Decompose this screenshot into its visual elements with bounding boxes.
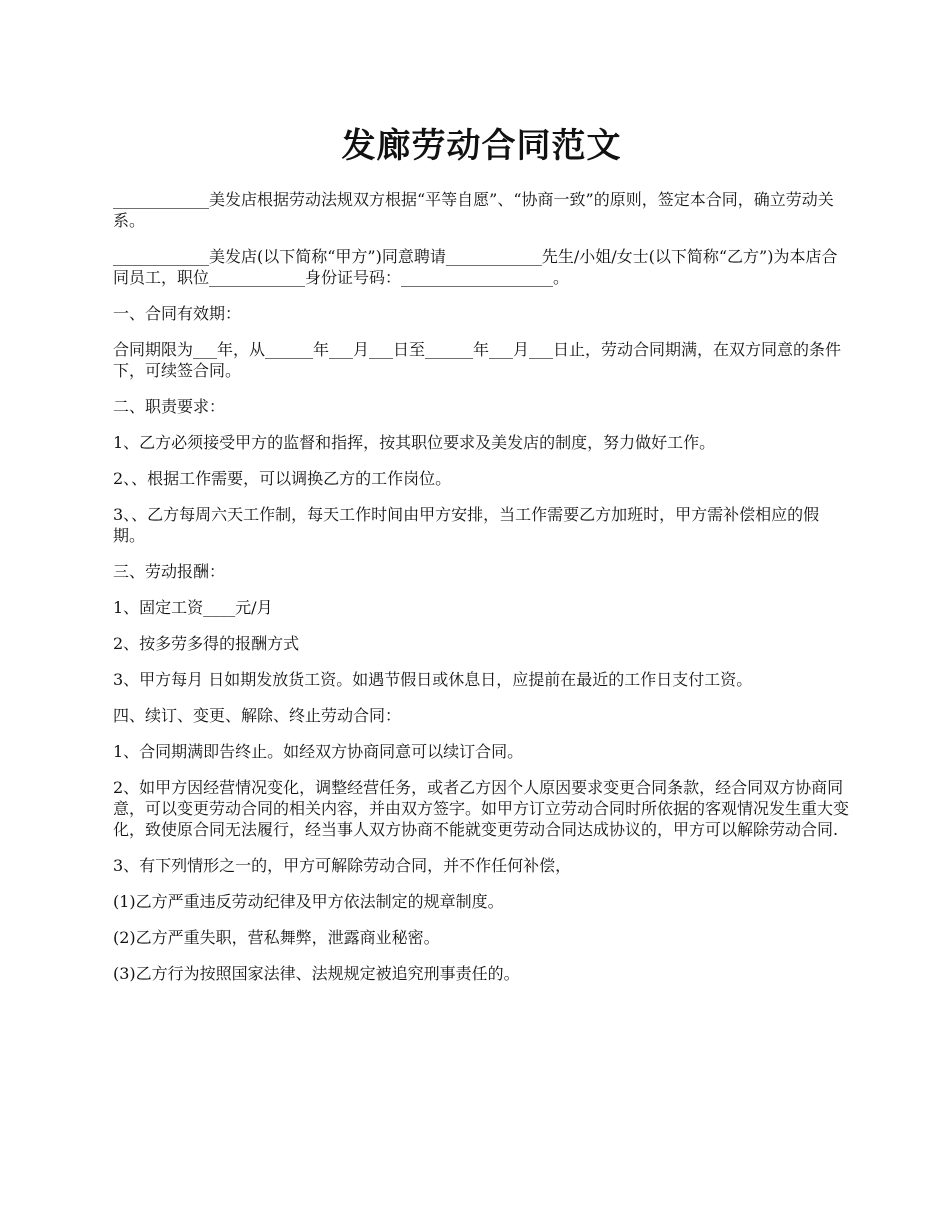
document-body	[113, 189, 850, 984]
parties-paragraph: ____________美发店(以下简称“甲方”)同意聘请____________先生/小姐/女士(以下简称“乙方”)为本店合同员工，职位____________身份证号码：___________________。	[113, 247, 838, 287]
duties-item-3: 3、、乙方每周六天工作制，每天工作时间由甲方安排，当工作需要乙方加班时，甲方需补偿相应的假期。	[113, 505, 820, 545]
changes-item-3: 3、有下列情形之一的，甲方可解除劳动合同，并不作任何补偿，	[113, 856, 572, 875]
termination-case-1: (1)乙方严重违反劳动纪律及甲方依法制定的规章制度。	[113, 892, 504, 911]
document-title: 发廊劳动合同范文	[341, 126, 622, 166]
changes-item-1: 1、合同期满即告终止。如经双方协商同意可以续订合同。	[113, 742, 524, 761]
pay-item-1: 1、固定工资____元/月	[113, 598, 273, 617]
duties-item-2: 2、、根据工作需要，可以调换乙方的工作岗位。	[113, 469, 452, 488]
duties-item-1: 1、乙方必须接受甲方的监督和指挥，按其职位要求及美发店的制度，努力做好工作。	[113, 433, 716, 452]
section-heading-pay: 三、劳动报酬：	[113, 562, 226, 581]
section-heading-contract-changes: 四、续订、变更、解除、终止劳动合同：	[113, 706, 402, 725]
termination-case-2: (2)乙方严重失职，营私舞弊，泄露商业秘密。	[113, 928, 440, 947]
termination-case-3: (3)乙方行为按照国家法律、法规规定被追究刑事责任的。	[113, 964, 520, 983]
pay-item-2: 2、按多劳多得的报酬方式	[113, 634, 300, 653]
pay-item-3: 3、甲方每月 日如期发放货工资。如遇节假日或休息日，应提前在最近的工作日支付工资。	[113, 670, 753, 689]
preamble-paragraph: ____________美发店根据劳动法规双方根据“平等自愿”、“协商一致”的原则，签定本合同，确立劳动关系。	[113, 190, 834, 230]
term-paragraph: 合同期限为___年，从______年___月___日至______年___月___日止，劳动合同期满，在双方同意的条件下，可续签合同。	[113, 340, 842, 380]
section-heading-term: 一、合同有效期：	[113, 304, 242, 323]
section-heading-duties: 二、职责要求：	[113, 397, 226, 416]
changes-item-2: 2、如甲方因经营情况变化，调整经营任务，或者乙方因个人原因要求变更合同条款，经合同双方协商同意，可以变更劳动合同的相关内容，并由双方签字。如甲方订立劳动合同时所依据的客观情况发生重大变化，致使原合同无法履行，经当事人双方协商不能就变更劳动合同达成协议的，甲方可以解除劳动合同.	[113, 778, 850, 839]
